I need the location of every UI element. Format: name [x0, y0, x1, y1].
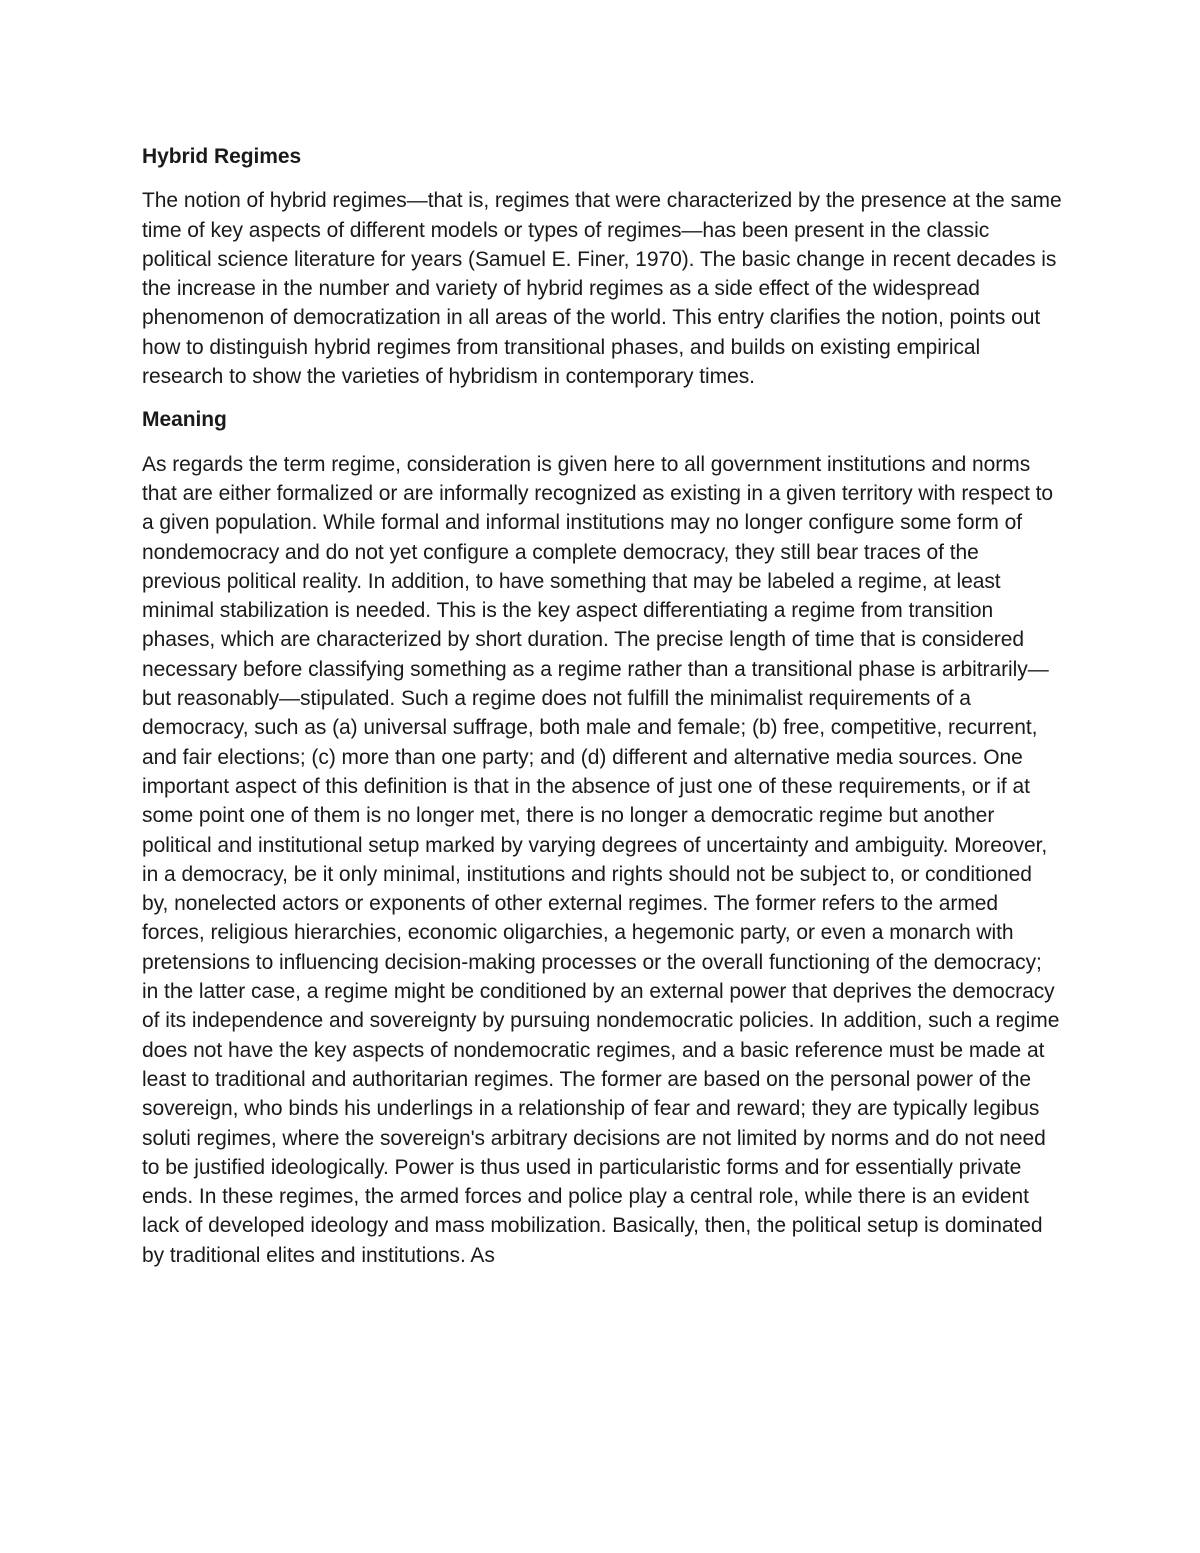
meaning-paragraph: As regards the term regime, consideration is given here to all government institutions and norms that are either formalized or are informally recognized as existing in a given territory with respect to a given population. While formal and informal institutions may no longer configure some form of nondemocracy and do not yet configure a complete democracy, they still bear traces of the previous political reality. In addition, to have something that may be labeled a regime, at least minimal stabilization is needed. This is the key aspect differentiating a regime from transition phases, which are characterized by short duration. The precise length of time that is considered necessary before classifying something as a regime rather than a transitional phase is arbitrarily—but reasonably—stipulated. Such a regime does not fulfill the minimalist requirements of a democracy, such as (a) universal suffrage, both male and female; (b) free, competitive, recurrent, and fair elections; (c) more than one party; and (d) different and alternative media sources. One important aspect of this definition is that in the absence of just one of these requirements, or if at some point one of them is no longer met, there is no longer a democratic regime but another political and institutional setup marked by varying degrees of uncertainty and ambiguity. Moreover, in a democracy, be it only minimal, institutions and rights should not be subject to, or conditioned by, nonelected actors or exponents of other external regimes. The former refers to the armed forces, religious hierarchies, economic oligarchies, a hegemonic party, or even a monarch with pretensions to influencing decision-making processes or the overall functioning of the democracy; in the latter case, a regime might be conditioned by an external power that deprives the democracy of its independence and sovereignty by pursuing nondemocratic policies. In addition, such a regime does not have the key aspects of nondemocratic regimes, and a basic reference must be made at least to traditional and authoritarian regimes. The former are based on the personal power of the sovereign, who binds his underlings in a relationship of fear and reward; they are typically legibus soluti regimes, where the sovereign's arbitrary decisions are not limited by norms and do not need to be justified ideologically. Power is thus used in particularistic forms and for essentially private ends. In these regimes, the armed forces and police play a central role, while there is an evident lack of developed ideology and mass mobilization. Basically, then, the political setup is dominated by traditional elites and institutions. As — [142, 452, 1060, 1267]
section-heading-meaning: Meaning — [142, 408, 227, 432]
intro-paragraph: The notion of hybrid regimes—that is, regimes that were characterized by the presence at the same time of key aspects of different models or types of regimes—has been present in the classic political science literature for years (Samuel E. Finer, 1970). The basic change in recent decades is the increase in the number and variety of hybrid regimes as a side effect of the widespread phenomenon of democratization in all areas of the world. This entry clarifies the notion, points out how to distinguish hybrid regimes from transitional phases, and builds on existing empirical research to show the varieties of hybridism in contemporary times. — [142, 189, 1062, 389]
section-heading-hybrid-regimes: Hybrid Regimes — [142, 145, 302, 168]
document-body — [142, 138, 1062, 1270]
